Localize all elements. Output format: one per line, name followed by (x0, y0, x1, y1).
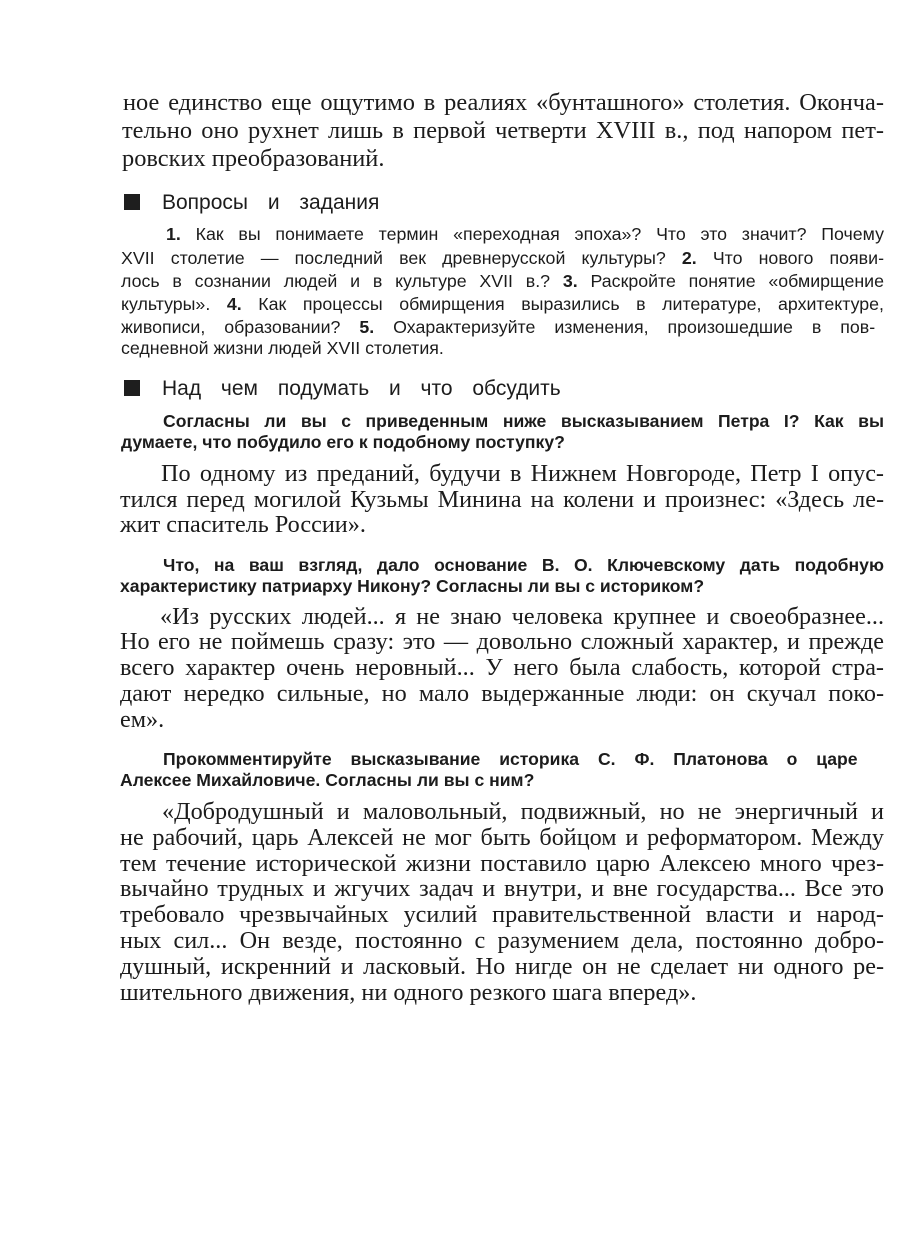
questions-line-4 (121, 296, 884, 314)
discuss-block-3-quote-line-7: душный, искренний и ласковый. Но нигде он не сделает ни одного ре- (120, 953, 884, 980)
discuss-block-3-quote-line-5: требовало чрезвычайных усилий правительственной власти и народ- (120, 901, 884, 928)
questions-line-2 (121, 250, 884, 268)
intro-line-1: ное единство еще ощутимо в реалиях «бунташного» столетия. Оконча- (123, 89, 884, 116)
questions-line-6 (121, 340, 444, 358)
discuss-block-3-quote-line-2: не рабочий, царь Алексей не мог быть бойцом и реформатором. Между (120, 824, 884, 851)
discuss-block-3-quote-line-4: вычайно трудных и жгучих задач и внутри, и вне государства... Все это (120, 875, 884, 902)
question-text: Охарактеризуйте изменения, произошедшие в пов- (374, 317, 876, 337)
question-text: седневной жизни людей XVII столетия. (121, 338, 444, 358)
discuss-block-2-prompt-line-1: Что, на ваш взгляд, дало основание В. О. Ключевскому дать подобную (163, 555, 884, 575)
question-number: 1. (166, 224, 181, 244)
question-text: живописи, образовании? (121, 317, 360, 337)
questions-line-5 (121, 319, 875, 337)
question-text: Как процессы обмирщения выразились в литературе, архитектуре, (241, 294, 884, 314)
question-text: культуры». (121, 294, 227, 314)
discuss-block-1-prompt-line-1: Согласны ли вы с приведенным ниже высказыванием Петра I? Как вы (163, 411, 884, 431)
discuss-block-3-prompt-line-1: Прокомментируйте высказывание историка С. Ф. Платонова о царе (163, 749, 858, 769)
question-text: Раскройте понятие «обмирщение (577, 271, 884, 291)
discuss-heading: Над чем подумать и что обсудить (162, 377, 561, 400)
intro-line-2: тельно оно рухнет лишь в первой четверти XVIII в., под напором пет- (122, 117, 884, 144)
discuss-block-2-quote-line-1: «Из русских людей... я не знаю человека крупнее и своеобразнее... (160, 603, 884, 630)
discuss-block-3-prompt-line-2: Алексее Михайловиче. Согласны ли вы с ним? (120, 770, 535, 790)
discuss-block-1-quote-line-2: тился перед могилой Кузьмы Минина на колени и произнес: «Здесь ле- (120, 486, 884, 513)
intro-line-3: ровских преобразований. (122, 145, 385, 172)
discuss-block-3-quote-line-1: «Добродушный и маловольный, подвижный, но не энергичный и (162, 798, 884, 825)
discuss-block-2-quote-line-5: ем». (120, 706, 165, 733)
question-number: 5. (359, 317, 375, 337)
question-text: лось в сознании людей и в культуре XVII в.? (121, 271, 563, 291)
questions-line-3 (121, 273, 884, 291)
discuss-block-2-quote-line-4: дают нередко сильные, но мало выдержанные люди: он скучал поко- (120, 680, 884, 707)
questions-bullet-square (124, 194, 140, 210)
discuss-block-2-prompt-line-2: характеристику патриарху Никону? Согласны ли вы с историком? (120, 576, 705, 596)
question-number: 4. (226, 294, 242, 314)
question-text: XVII столетие — последний век древнерусской культуры? (121, 248, 682, 268)
question-number: 2. (681, 248, 697, 268)
discuss-block-3-quote-line-6: ных сил... Он везде, постоянно с разумением дела, постоянно добро- (120, 927, 884, 954)
discuss-block-2-quote-line-2: Но его не поймешь сразу: это — довольно сложный характер, и прежде (120, 628, 884, 655)
discuss-block-2-quote-line-3: всего характер очень неровный... У него была слабость, которой стра- (120, 654, 884, 681)
question-number: 3. (562, 271, 578, 291)
question-text: Как вы понимаете термин «переходная эпоха»? Что это значит? Почему (180, 224, 884, 244)
discuss-block-3-quote-line-8: шительного движения, ни одного резкого шага вперед». (120, 979, 697, 1006)
questions-heading: Вопросы и задания (162, 191, 380, 214)
questions-line-1 (166, 226, 884, 244)
discuss-block-3-quote-line-3: тем течение исторической жизни поставило царю Алексею много чрез- (120, 850, 884, 877)
discuss-bullet-square (124, 380, 140, 396)
question-text: Что нового появи- (696, 248, 884, 268)
discuss-block-1-quote-line-1: По одному из преданий, будучи в Нижнем Новгороде, Петр I опус- (161, 460, 884, 487)
discuss-block-1-quote-line-3: жит спаситель России». (120, 511, 366, 538)
discuss-block-1-prompt-line-2: думаете, что побудило его к подобному поступку? (121, 432, 565, 452)
